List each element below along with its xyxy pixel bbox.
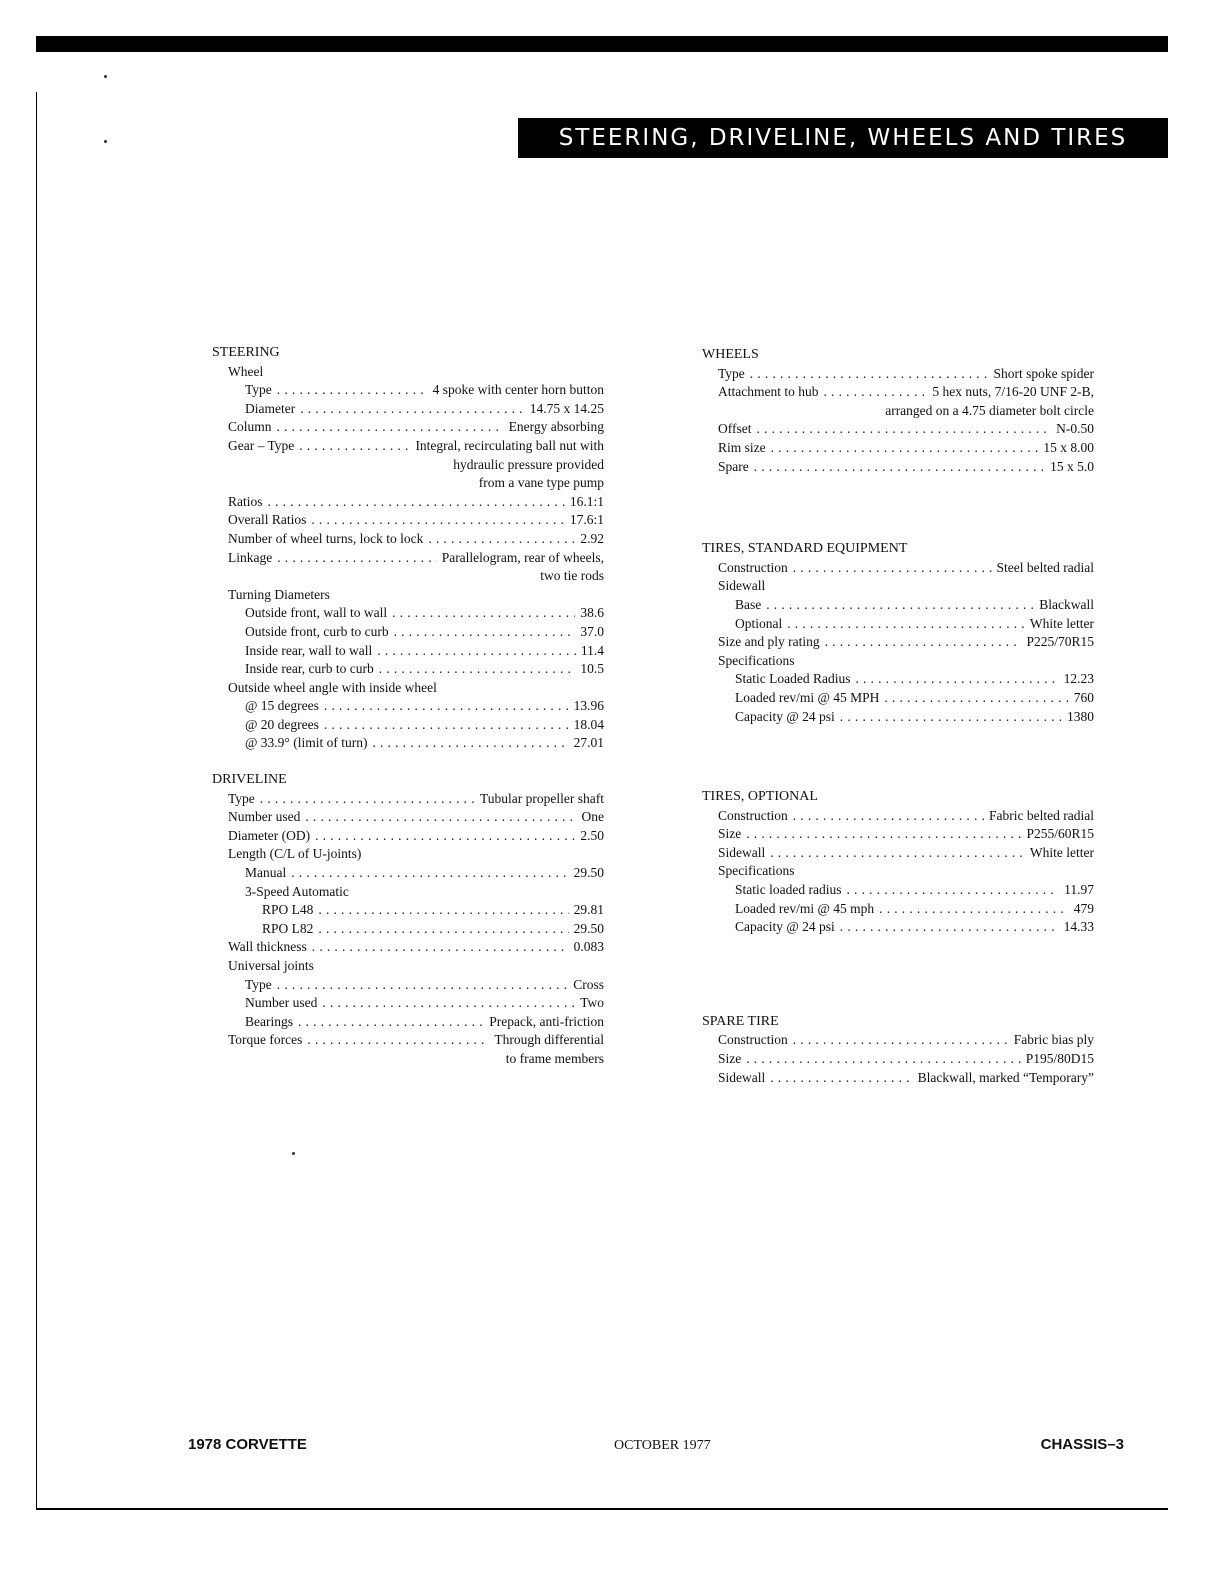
spec-row: RPO L82 . . . 29.50	[212, 920, 604, 939]
spec-continuation: two tie rods	[540, 568, 604, 584]
scan-speck	[104, 75, 107, 78]
spec-row: Loaded rev/mi @ 45 mph . . . 479	[702, 900, 1094, 919]
top-rule-bar	[36, 36, 1168, 52]
tires-standard-section	[702, 540, 1094, 726]
spec-row: Inside rear, curb to curb . . . 10.5	[212, 660, 604, 679]
spec-row: Torque forces . . . Through differential	[212, 1031, 604, 1050]
spec-row: Type . . . Cross	[212, 976, 604, 995]
tires-optional-section	[702, 788, 1094, 937]
spec-row: Offset . . . N-0.50	[702, 420, 1094, 439]
page-title: STEERING, DRIVELINE, WHEELS AND TIRES	[518, 118, 1168, 158]
spec-row: Diameter . . . 14.75 x 14.25	[212, 400, 604, 419]
section-heading: WHEELS	[702, 347, 759, 362]
spec-row: Linkage . . . Parallelogram, rear of wheels,	[212, 549, 604, 568]
spec-row: Spare . . . 15 x 5.0	[702, 458, 1094, 477]
spec-row: Capacity @ 24 psi . . . 1380	[702, 708, 1094, 727]
spec-row: Static Loaded Radius . . . 12.23	[702, 670, 1094, 689]
spec-row: Wall thickness . . . 0.083	[212, 938, 604, 957]
spec-row: Type . . . 4 spoke with center horn button	[212, 381, 604, 400]
spec-row: Inside rear, wall to wall . . . 11.4	[212, 642, 604, 661]
spec-row: Bearings . . . Prepack, anti-friction	[212, 1013, 604, 1032]
spec-row: Diameter (OD) . . . 2.50	[212, 827, 604, 846]
spec-row: @ 33.9° (limit of turn) . . . 27.01	[212, 734, 604, 753]
spec-row: Sidewall . . . White letter	[702, 844, 1094, 863]
footer-model: 1978 CORVETTE	[188, 1436, 307, 1453]
spec-row: Construction . . . Fabric belted radial	[702, 807, 1094, 826]
spec-row: Outside front, curb to curb . . . 37.0	[212, 623, 604, 642]
spec-row: @ 20 degrees . . . 18.04	[212, 716, 604, 735]
spec-row: Size and ply rating . . . P225/70R15	[702, 633, 1094, 652]
spec-row: Base . . . Blackwall	[702, 596, 1094, 615]
section-heading: TIRES, STANDARD EQUIPMENT	[702, 541, 908, 557]
subheading: Wheel	[228, 363, 264, 379]
right-column	[702, 346, 1094, 1087]
subheading: Specifications	[718, 652, 795, 668]
spec-row: Type . . . Short spoke spider	[702, 365, 1094, 384]
spec-row: Number of wheel turns, lock to lock . . . 2.92	[212, 530, 604, 549]
spec-row: @ 15 degrees . . . 13.96	[212, 697, 604, 716]
spec-row: Number used . . . Two	[212, 994, 604, 1013]
spec-continuation: from a vane type pump	[478, 475, 604, 491]
section-heading: STEERING	[212, 345, 280, 360]
section-heading: TIRES, OPTIONAL	[702, 789, 818, 805]
spec-row: Size . . . P255/60R15	[702, 825, 1094, 844]
driveline-section	[212, 771, 604, 1069]
subheading: Outside wheel angle with inside wheel	[228, 679, 437, 695]
subheading: Universal joints	[228, 958, 314, 973]
spec-row: RPO L48 . . . 29.81	[212, 901, 604, 920]
subheading: Specifications	[718, 863, 795, 879]
spec-row: Ratios . . . 16.1:1	[212, 493, 604, 512]
spec-continuation: arranged on a 4.75 diameter bolt circle	[885, 402, 1094, 418]
spec-row: Overall Ratios . . . 17.6:1	[212, 511, 604, 530]
spec-row: Loaded rev/mi @ 45 MPH . . . 760	[702, 689, 1094, 708]
spec-row: Column . . . Energy absorbing	[212, 418, 604, 437]
left-margin-rule	[36, 92, 37, 1510]
spec-row: Size . . . P195/80D15	[702, 1050, 1094, 1069]
spec-row: Manual . . . 29.50	[212, 864, 604, 883]
spare-tire-section	[702, 1013, 1094, 1087]
left-column	[212, 344, 604, 1069]
spec-row: Rim size . . . 15 x 8.00	[702, 439, 1094, 458]
spec-row: Capacity @ 24 psi . . . 14.33	[702, 918, 1094, 937]
subheading: 3-Speed Automatic	[245, 883, 349, 899]
wheels-section	[702, 346, 1094, 476]
footer-page-label: CHASSIS–3	[1040, 1436, 1124, 1453]
subheading: Length (C/L of U-joints)	[228, 846, 362, 862]
spec-row: Attachment to hub . . . 5 hex nuts, 7/16-20 UNF 2-B,	[702, 383, 1094, 402]
section-heading: DRIVELINE	[212, 772, 287, 788]
spec-row: Type . . . Tubular propeller shaft	[212, 790, 604, 809]
bottom-rule	[36, 1508, 1168, 1510]
spec-continuation: to frame members	[505, 1050, 604, 1066]
section-heading: SPARE TIRE	[702, 1013, 779, 1029]
subheading: Turning Diameters	[228, 586, 330, 602]
spec-row: Number used . . . One	[212, 808, 604, 827]
spec-row: Construction . . . Steel belted radial	[702, 559, 1094, 578]
scan-speck	[292, 1152, 295, 1155]
spec-row: Static loaded radius . . . 11.97	[702, 881, 1094, 900]
spec-row: Gear – Type . . . Integral, recirculating ball nut with	[212, 437, 604, 456]
footer-date: OCTOBER 1977	[614, 1438, 711, 1453]
spec-continuation: hydraulic pressure provided	[453, 456, 604, 472]
scan-speck	[104, 140, 107, 143]
spec-row: Sidewall . . . Blackwall, marked “Temporary”	[702, 1069, 1094, 1088]
spec-row: Construction . . . Fabric bias ply	[702, 1031, 1094, 1050]
subheading: Sidewall	[718, 578, 766, 594]
spec-row: Outside front, wall to wall . . . 38.6	[212, 604, 604, 623]
spec-row: Optional . . . White letter	[702, 615, 1094, 634]
steering-section	[212, 344, 604, 753]
